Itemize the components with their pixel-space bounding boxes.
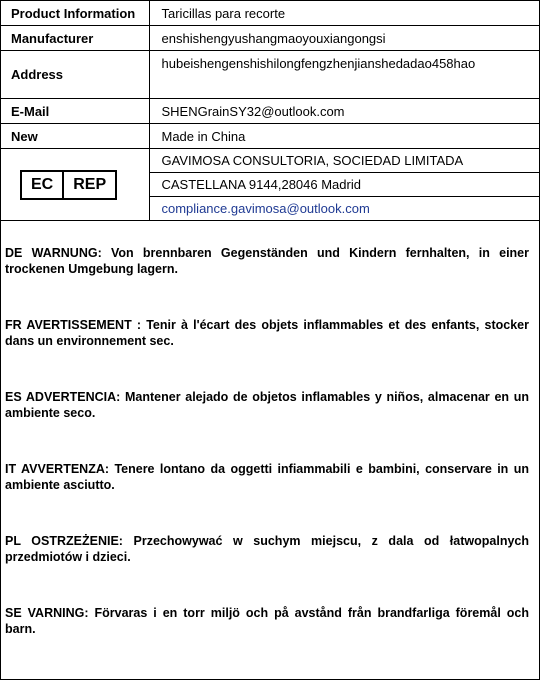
email-value: SHENGrainSY32@outlook.com <box>149 99 539 124</box>
ec-badge-text: EC <box>31 175 54 193</box>
row-email <box>1 99 539 124</box>
row-new <box>1 124 539 149</box>
product-info-table <box>1 1 539 221</box>
rep-company: GAVIMOSA CONSULTORIA, SOCIEDAD LIMITADA <box>149 149 539 173</box>
manufacturer-label: Manufacturer <box>1 26 149 51</box>
warning-se: SE VARNING: Förvaras i en torr miljö och på avstånd från brandfarliga föremål och barn. <box>5 606 529 636</box>
warning-fr: FR AVERTISSEMENT : Tenir à l'écart des objets inflammables et des enfants, stocker dans un environnement sec. <box>5 318 529 348</box>
manufacturer-value: enshishengyushangmaoyouxiangongsi <box>149 26 539 51</box>
product-value: Taricillas para recorte <box>149 1 539 26</box>
new-value: Made in China <box>149 124 539 149</box>
row-product <box>1 1 539 26</box>
new-label: New <box>1 124 149 149</box>
warning-es: ES ADVERTENCIA: Mantener alejado de objetos inflamables y niños, almacenar en un ambiente seco. <box>5 390 529 420</box>
warning-pl: PL OSTRZEŻENIE: Przechowywać w suchym miejscu, z dala od łatwopalnych przedmiotów i dzieci. <box>5 534 529 564</box>
warning-it: IT AVVERTENZA: Tenere lontano da oggetti infiammabili e bambini, conservare in un ambiente asciutto. <box>5 462 529 492</box>
rep-address: CASTELLANA 9144,28046 Madrid <box>149 173 539 197</box>
warning-de: DE WARNUNG: Von brennbaren Gegenständen und Kindern fernhalten, in einer trockenen Umgebung lagern. <box>5 246 529 276</box>
product-label: Product Information <box>1 1 149 26</box>
address-label: Address <box>1 51 149 99</box>
rep-badge-text: REP <box>62 172 115 198</box>
row-address <box>1 51 539 99</box>
rep-email-link[interactable]: compliance.gavimosa@outlook.com <box>149 197 539 221</box>
address-value: hubeishengenshishilongfengzhenjianshedadao458hao <box>149 51 539 99</box>
ec-rep-cell <box>1 149 149 221</box>
ec-rep-badge <box>20 170 117 200</box>
row-manufacturer <box>1 26 539 51</box>
row-rep-company <box>1 149 539 173</box>
email-label: E-Mail <box>1 99 149 124</box>
